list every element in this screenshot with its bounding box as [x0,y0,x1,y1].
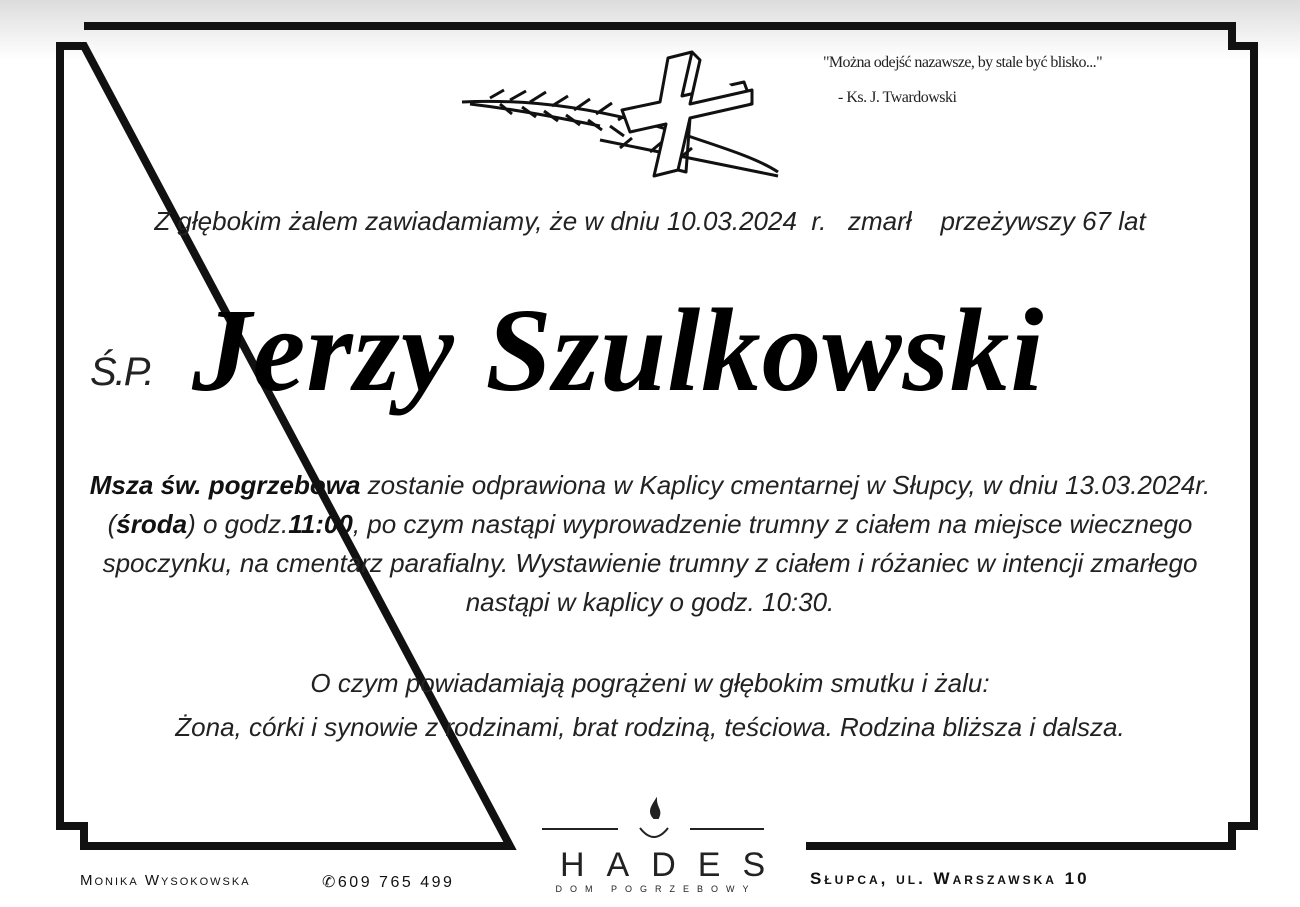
contact-phone: ✆609 765 499 [322,874,455,891]
mass-label: Msza św. pogrzebowa [89,470,361,500]
mass-time: 11:00 [288,509,353,539]
hades-logo-icon [542,800,764,837]
weekday: środa [116,509,188,539]
cross-palm-icon [462,52,778,176]
intro-text: Z głębokim żalem zawiadamiamy, że w dniu [154,206,660,236]
contact-name: Monika Wysokowska [80,872,251,889]
intro-lived: przeżywszy [940,206,1075,236]
ceremony-text-2: ) o godz. [187,509,289,539]
logo-main-text: HADES [560,846,788,884]
age: 67 [1082,206,1111,236]
family-line: Żona, córki i synowie z rodzinami, brat rodziną, teściowa. Rodzina bliższa i dalsza. [175,712,1125,742]
quote-author: - Ks. J. Twardowski [838,89,957,106]
ceremony-paragraph [80,466,1220,622]
notification-line: O czym powiadamiają pogrążeni w głębokim smutku i żalu: [310,668,990,698]
logo-sub-text: DOM POGRZEBOWY [555,884,757,894]
ceremony-text-1: zostanie odprawiona w Kaplicy cmentarnej w Słupcy, w dniu 13.03.2024r. ( [107,470,1211,539]
intro-died: zmarł [848,206,912,236]
death-date: 10.03.2024 [666,206,797,236]
contact-address: Słupca, ul. Warszawska 10 [810,869,1090,888]
sp-prefix: Ś.P. [90,350,153,394]
intro-years: lat [1118,206,1146,236]
intro-r: r. [811,206,827,236]
ceremony-text-3: , po czym nastąpi wyprowadzenie trumny z ciałem na miejsce wiecznego spoczynku, na cmentarz parafialny. Wystawienie trumny z ciałem i różaniec w intencji zmarłego nastąpi w kaplicy o godz. 10:30. [102,509,1198,617]
quote-text: "Można odejść nazawsze, by stale być blisko..." [823,54,1102,71]
announcement-intro [0,206,1300,237]
deceased-name: Jerzy Szulkowski [192,284,1045,416]
